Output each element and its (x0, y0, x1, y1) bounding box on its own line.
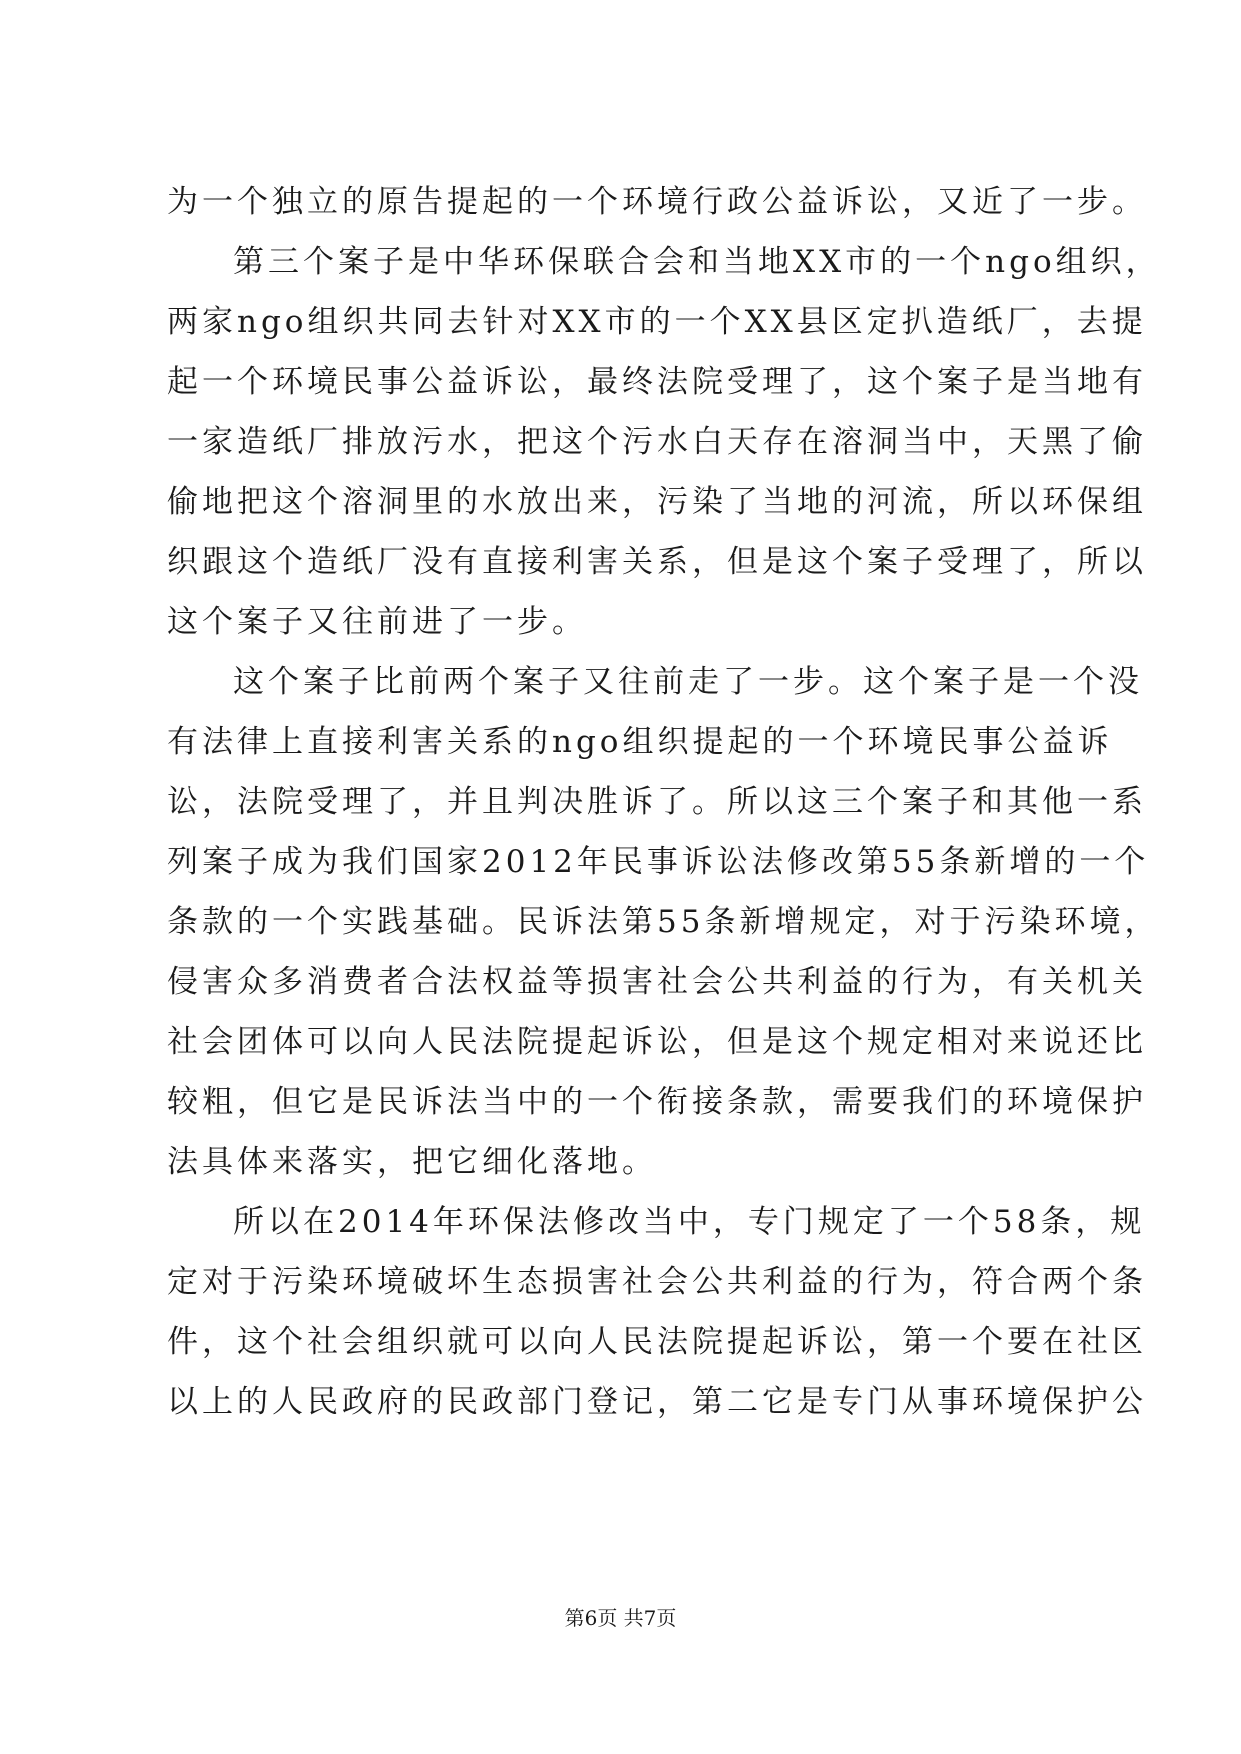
text-line: 这个案子又往前进了一步。 (167, 604, 587, 640)
text-line: 一家造纸厂排放污水，把这个污水白天存在溶洞当中，天黑了偷 (167, 424, 1147, 460)
text-line: 偷地把这个溶洞里的水放出来，污染了当地的河流，所以环保组 (167, 484, 1147, 520)
text-line: 列案子成为我们国家2012年民事诉讼法修改第55条新增的一个 (167, 844, 1150, 880)
text-line: 定对于污染环境破坏生态损害社会公共利益的行为，符合两个条 (167, 1264, 1147, 1300)
text-line: 两家ngo组织共同去针对XX市的一个XX县区定扒造纸厂，去提 (167, 304, 1147, 340)
text-line: 以上的人民政府的民政部门登记，第二它是专门从事环境保护公 (167, 1384, 1147, 1420)
text-line: 侵害众多消费者合法权益等损害社会公共利益的行为，有关机关 (167, 964, 1147, 1000)
text-line: 法具体来落实，把它细化落地。 (167, 1144, 657, 1180)
text-line: 所以在2014年环保法修改当中，专门规定了一个58条，规 (233, 1204, 1146, 1240)
text-line: 较粗，但它是民诉法当中的一个衔接条款，需要我们的环境保护 (167, 1084, 1147, 1120)
text-line: 织跟这个造纸厂没有直接利害关系，但是这个案子受理了，所以 (167, 544, 1147, 580)
text-line: 件，这个社会组织就可以向人民法院提起诉讼，第一个要在社区 (167, 1324, 1147, 1360)
text-line: 这个案子比前两个案子又往前走了一步。这个案子是一个没 (233, 664, 1143, 700)
text-line: 第三个案子是中华环保联合会和当地XX市的一个ngo组织， (233, 244, 1161, 280)
text-line: 为一个独立的原告提起的一个环境行政公益诉讼，又近了一步。 (167, 184, 1147, 220)
text-line: 讼，法院受理了，并且判决胜诉了。所以这三个案子和其他一系 (167, 784, 1147, 820)
page-footer: 第6页 共7页 (564, 1606, 677, 1630)
text-line: 起一个环境民事公益诉讼，最终法院受理了，这个案子是当地有 (167, 364, 1147, 400)
text-line: 条款的一个实践基础。民诉法第55条新增规定，对于污染环境， (167, 904, 1160, 940)
text-line: 社会团体可以向人民法院提起诉讼，但是这个规定相对来说还比 (167, 1024, 1147, 1060)
text-line: 有法律上直接利害关系的ngo组织提起的一个环境民事公益诉 (167, 724, 1113, 760)
